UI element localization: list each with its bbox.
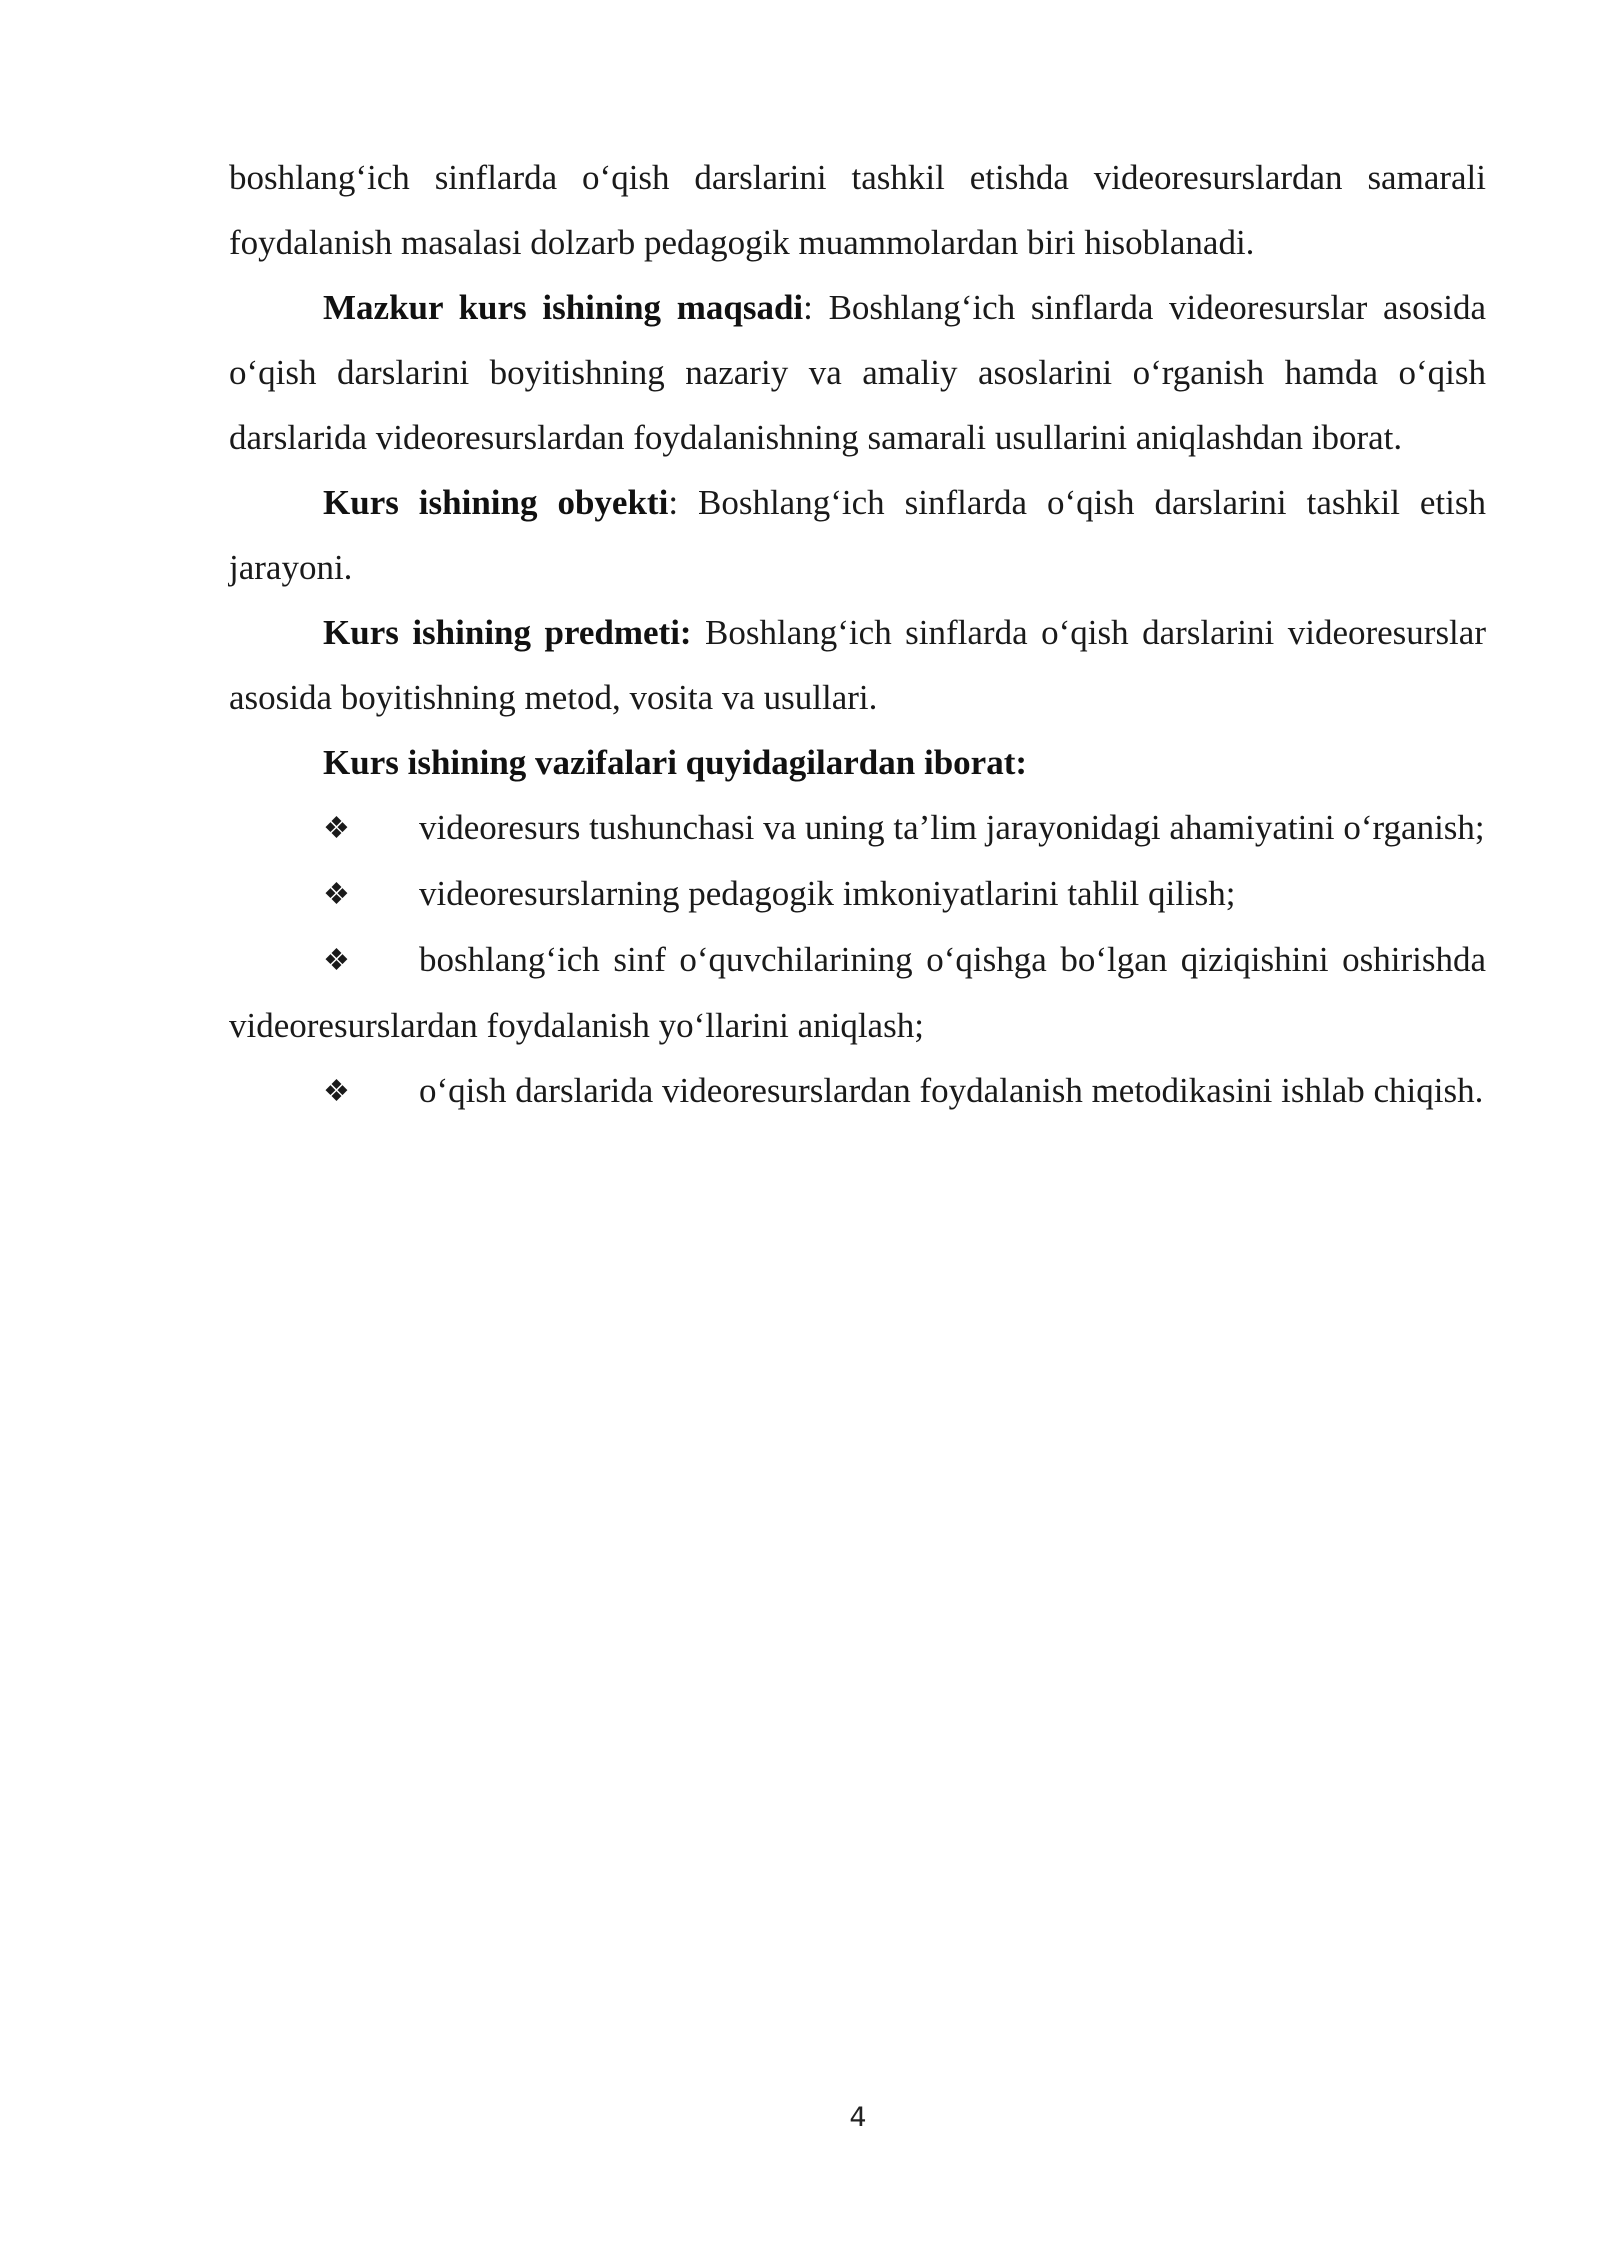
goal-paragraph [229,275,1486,470]
diamond-bullet-icon: ❖ [323,1075,350,1108]
diamond-bullet-icon: ❖ [323,944,350,977]
object-label: Kurs ishining obyekti [323,483,669,522]
page-number: 4 [849,2102,867,2133]
tasks-heading-text: Kurs ishining vazifalari quyidagilardan iborat: [323,743,1027,782]
task-item [229,861,1486,927]
task-item [229,795,1486,861]
intro-paragraph: boshlang‘ich sinflarda o‘qish darslarini tashkil etishda videoresurslardan samarali foydalanish masalasi dolzarb pedagogik muammolardan biri hisoblanadi. [229,158,1486,262]
goal-label: Mazkur kurs ishining maqsadi [323,288,804,327]
task-item [229,927,1486,1058]
task-text: o‘qish darslarida videoresurslardan foydalanish metodikasini ishlab chiqish. [419,1071,1484,1110]
document-page [229,145,1486,1124]
task-text: videoresurslarning pedagogik imkoniyatlarini tahlil qilish; [419,874,1236,913]
object-paragraph [229,470,1486,600]
subject-paragraph [229,600,1486,730]
diamond-bullet-icon: ❖ [323,812,350,845]
object-text: : Boshlang‘ich sinflarda o‘qish darslarini tashkil etish jarayoni. [229,483,1486,587]
task-text: videoresurs tushunchasi va uning ta’lim jarayonidagi ahamiyatini o‘rganish; [419,808,1485,847]
diamond-bullet-icon: ❖ [323,878,350,911]
subject-label: Kurs ishining predmeti: [323,613,692,652]
goal-text: : Boshlang‘ich sinflarda videoresurslar asosida o‘qish darslarini boyitishning nazariy va amaliy asoslarini o‘rganish hamda o‘qish darslarida videoresurslardan foydalanishning samarali usullarini aniqlashdan iborat. [229,288,1487,457]
subject-text: Boshlang‘ich sinflarda o‘qish darslarini videoresurslar asosida boyitishning metod, vosita va usullari. [229,613,1486,717]
task-text: boshlang‘ich sinf o‘quvchilarining o‘qishga bo‘lgan qiziqishini oshirishda videoresurslardan foydalanish yo‘llarini aniqlash; [229,940,1486,1045]
task-item [229,1058,1486,1124]
tasks-heading [229,730,1486,795]
